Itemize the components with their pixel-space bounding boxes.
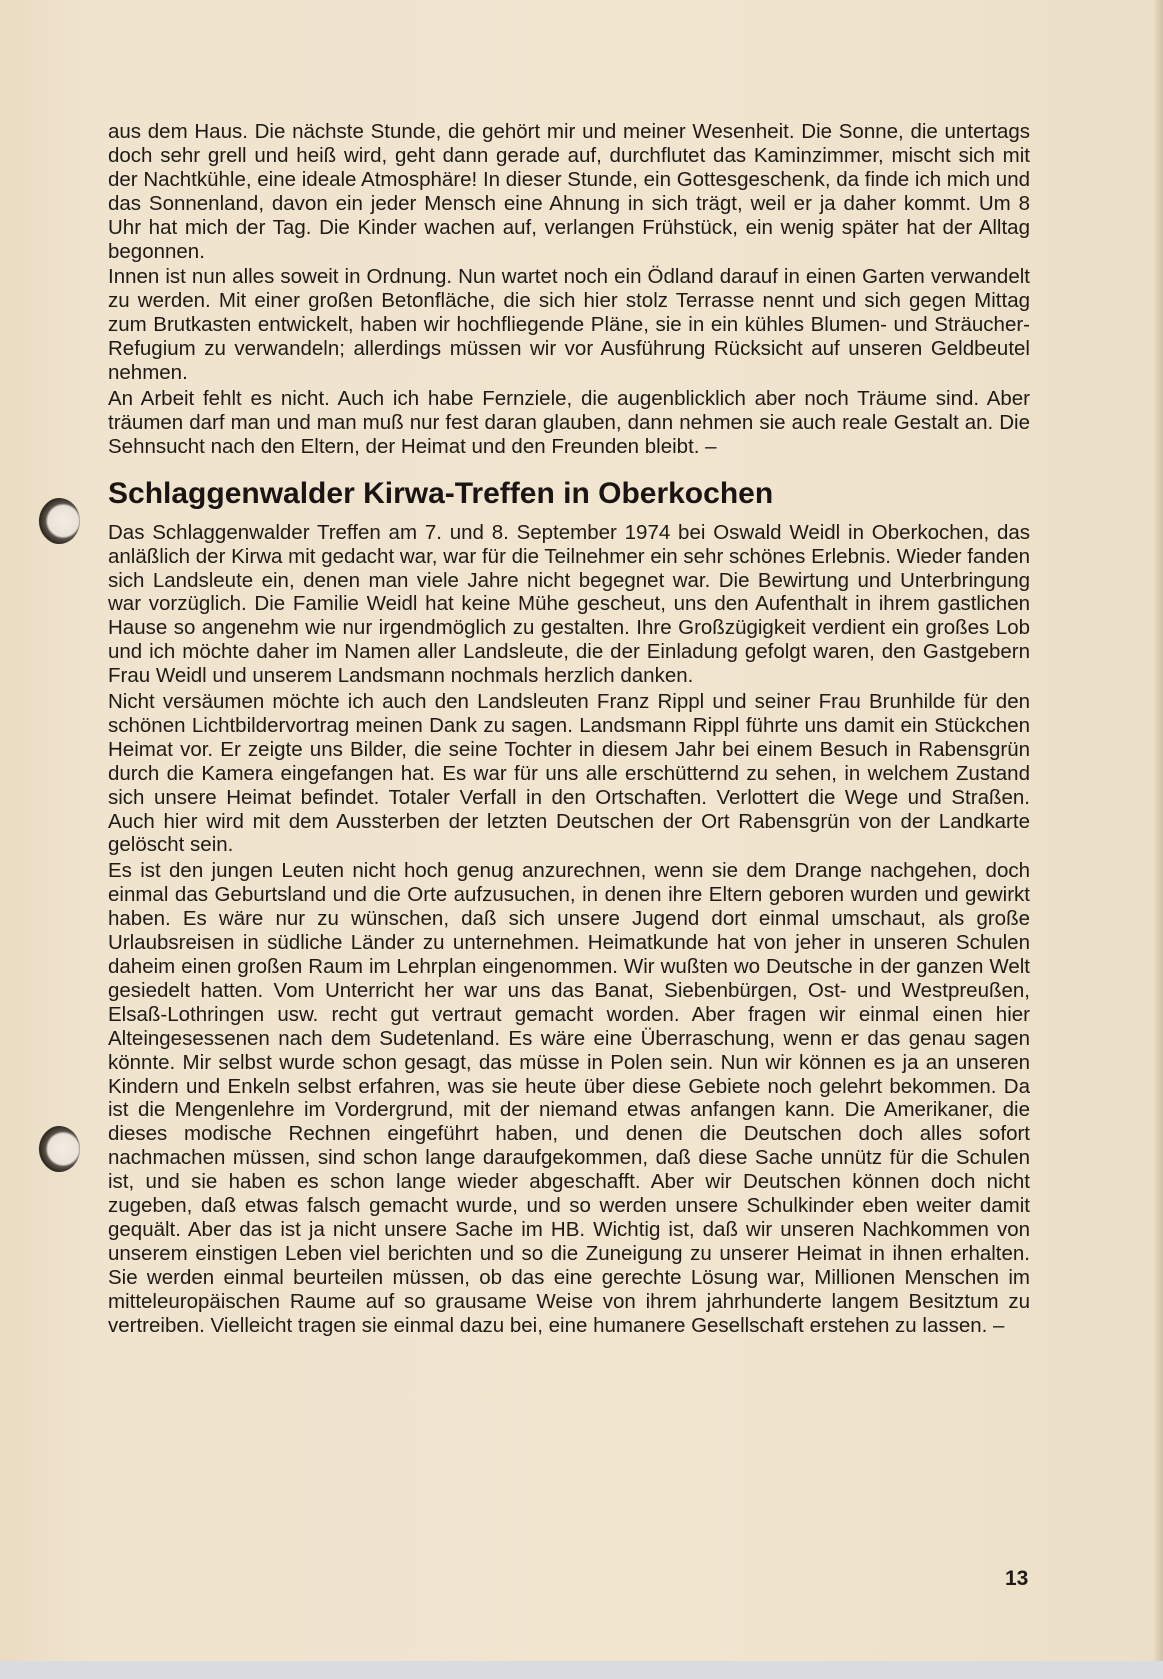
article-body bbox=[108, 120, 1030, 1340]
page-number: 13 bbox=[1005, 1567, 1029, 1590]
intro-paragraph: aus dem Haus. Die nächste Stunde, die gehört mir und meiner Wesenheit. Die Sonne, die untertags doch sehr grell und heiß wird, geht dann gerade auf, durchflutet das Kaminzimmer, mischt sich mit der Nachtkühle, eine ideale Atmosphäre! In dieser Stunde, ein Gottesgeschenk, da finde ich mich und das Sonnenland, davon ein jeder Mensch eine Ahnung in sich trägt, weil er ja daher kommt. Um 8 Uhr hat mich der Tag. Die Kinder wachen auf, verlangen Frühstück, ein wenig später hat der Alltag begonnen. bbox=[108, 120, 1030, 263]
page-edge-shadow bbox=[1153, 0, 1163, 1679]
scan-bottom-strip bbox=[0, 1661, 1163, 1679]
intro-paragraph: Innen ist nun alles soweit in Ordnung. Nun wartet noch ein Ödland darauf in einen Garten verwandelt zu werden. Mit einer großen Betonfläche, die sich hier stolz Terrasse nennt und sich gegen Mittag zum Brutkasten entwickelt, haben wir hochfliegende Pläne, sie in ein kühles Blumen- und Sträucher-Refugium zu verwandeln; allerdings müssen wir vor Ausführung Rücksicht auf unseren Geldbeutel nehmen. bbox=[108, 265, 1030, 385]
punch-hole-bottom bbox=[38, 1126, 80, 1172]
punch-hole-top bbox=[38, 498, 80, 544]
article-paragraph: Das Schlaggenwalder Treffen am 7. und 8. September 1974 bei Oswald Weidl in Oberkochen, das anläßlich der Kirwa mit gedacht war, war für die Teilnehmer ein sehr schönes Erlebnis. Wieder fanden sich Landsleute ein, denen man viele Jahre nicht begegnet war. Die Bewirtung und Unterbringung war vorzüglich. Die Familie Weidl hat keine Mühe gescheut, uns den Aufenthalt in ihrem gastlichen Hause so angenehm wie nur irgendmöglich zu gestalten. Ihre Großzügigkeit verdient ein großes Lob und ich möchte daher im Namen aller Landsleute, die der Einladung gefolgt waren, den Gastgebern Frau Weidl und unserem Landsmann nochmals herzlich danken. bbox=[108, 520, 1030, 688]
intro-paragraph: An Arbeit fehlt es nicht. Auch ich habe Fernziele, die augenblicklich aber noch Träume sind. Aber träumen darf man und man muß nur fest daran glauben, dann nehmen sie auch reale Gestalt an. Die Sehnsucht nach den Eltern, der Heimat und den Freunden bleibt. – bbox=[108, 386, 1030, 458]
article-paragraph: Es ist den jungen Leuten nicht hoch genug anzurechnen, wenn sie dem Drange nachgehen, doch einmal das Geburtsland und die Orte aufzusuchen, in denen ihre Eltern geboren wurden und gewirkt haben. Es wäre nur zu wünschen, daß sich unsere Jugend dort einmal umschaut, als große Urlaubsreisen in südliche Länder zu unternehmen. Heimatkunde hat von jeher in unseren Schulen daheim einen großen Raum im Lehrplan eingenommen. Wir wußten wo Deutsche in der ganzen Welt gesiedelt hatten. Vom Unterricht her war uns das Banat, Siebenbürgen, Ost- und Westpreußen, Elsaß-Lothringen usw. recht gut vertraut gemacht worden. Aber fragen wir einmal einen hier Alteingesessenen nach dem Sudetenland. Es wäre eine Überraschung, wenn er das genau sagen könnte. Mir selbst wurde schon gesagt, das müsse in Polen sein. Nun wir können es ja an unseren Kindern und Enkeln selbst erfahren, was sie heute über diese Gebiete noch gelehrt bekommen. Da ist die Mengenlehre im Vordergrund, mit der niemand etwas anfangen kann. Die Amerikaner, die dieses modische Rechnen eingeführt haben, und denen die Deutschen doch alles sofort nachmachen müssen, sind schon lange daraufgekommen, daß diese Sache unnütz für die Schulen ist, und sie haben es schon lange wieder abgeschafft. Aber wir Deutschen können doch nicht zugeben, daß etwas falsch gemacht wurde, und so werden unsere Schulkinder eben weiter damit gequält. Aber das ist ja nicht unsere Sache im HB. Wichtig ist, daß wir unseren Nachkommen von unserem einstigen Leben viel berichten und so die Zuneigung zu unserer Heimat in ihnen erhalten. Sie werden einmal beurteilen müssen, ob das eine gerechte Lösung war, Millionen Menschen im mitteleuropäischen Raume auf so grausame Weise von ihrem jahrhunderte langem Besitztum zu vertreiben. Vielleicht tragen sie einmal dazu bei, eine humanere Gesellschaft erstehen zu lassen. – bbox=[108, 859, 1030, 1337]
article-paragraph: Nicht versäumen möchte ich auch den Landsleuten Franz Rippl und seiner Frau Brunhilde für den schönen Lichtbildervortrag meinen Dank zu sagen. Landsmann Rippl führte uns damit ein Stückchen Heimat vor. Er zeigte uns Bilder, die seine Tochter in diesem Jahr bei einem Besuch in Rabensgrün durch die Kamera eingefangen hat. Es war für uns alle erschütternd zu sehen, in welchem Zustand sich unsere Heimat befindet. Totaler Verfall in den Ortschaften. Verlottert die Wege und Straßen. Auch hier wird mit dem Aussterben der letzten Deutschen der Ort Rabensgrün von der Landkarte gelöscht sein. bbox=[108, 690, 1030, 857]
article-heading: Schlaggenwalder Kirwa-Treffen in Oberkochen bbox=[108, 476, 774, 510]
